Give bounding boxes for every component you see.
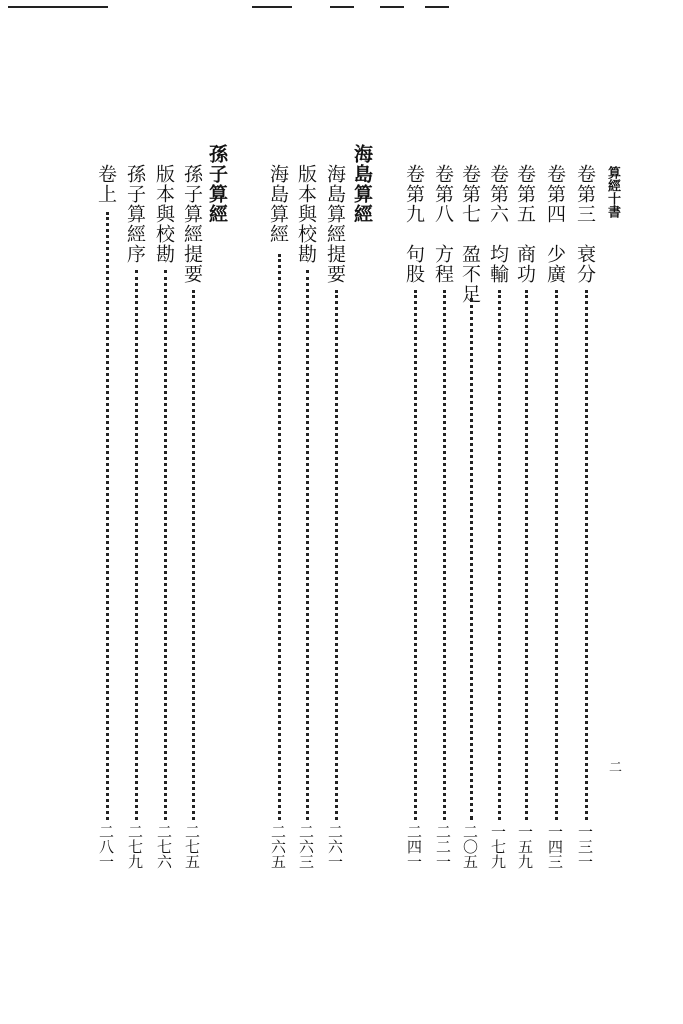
toc-entry-title: 版本與校勘: [295, 164, 317, 264]
section-heading: 海島算經: [351, 144, 373, 224]
toc-entry-page: 一四三: [546, 824, 564, 869]
leader-dots: [414, 290, 417, 820]
top-rule-center: [252, 6, 292, 8]
toc-entry-page: 二二一: [434, 824, 452, 869]
top-rule-center-3: [380, 6, 404, 8]
leader-dots: [306, 270, 309, 820]
leader-dots: [555, 290, 558, 820]
toc-entry-page: 一七九: [489, 824, 507, 869]
toc-entry-title: 卷第九 句股: [403, 164, 425, 284]
toc-entry-page: 二七六: [155, 824, 173, 869]
top-rule-center-4: [425, 6, 449, 8]
section-heading: 孫子算經: [206, 144, 228, 224]
leader-dots: [443, 290, 446, 820]
toc-entry-page: 二六五: [269, 824, 287, 869]
toc-entry-title: 孫子算經序: [124, 164, 146, 264]
toc-entry-title: 卷上: [95, 164, 117, 204]
toc-entry-page: 二六一: [326, 824, 344, 869]
leader-dots: [135, 270, 138, 820]
leader-dots: [470, 298, 473, 820]
leader-dots: [278, 254, 281, 820]
toc-entry-title: 卷第八 方程: [432, 164, 454, 284]
toc-entry-page: 一五九: [516, 824, 534, 869]
toc-entry-page: 二四一: [405, 824, 423, 869]
toc-entry-page: 一三一: [576, 824, 594, 869]
toc-entry-title: 卷第五 商功: [514, 164, 536, 284]
toc-entry-title: 海島算經: [267, 164, 289, 244]
toc-entry-title: 卷第三 衰分: [574, 164, 596, 284]
leader-dots: [585, 290, 588, 820]
top-rule-left: [8, 6, 108, 8]
toc-entry-page: 二七五: [183, 824, 201, 869]
running-header-page-number: 二: [606, 760, 621, 774]
toc-entry-title: 版本與校勘: [153, 164, 175, 264]
toc-entry-page: 二六三: [297, 824, 315, 869]
running-header-title: 算經十書: [605, 166, 620, 218]
toc-entry-title: 孫子算經提要: [181, 164, 203, 284]
toc-entry-title: 卷第四 少廣: [544, 164, 566, 284]
leader-dots: [192, 290, 195, 820]
leader-dots: [106, 212, 109, 820]
leader-dots: [164, 270, 167, 820]
toc-entry-title: 卷第七 盈不足: [459, 164, 481, 304]
toc-entry-title: 卷第六 均輸: [487, 164, 509, 284]
toc-entry-page: 二八一: [97, 824, 115, 869]
toc-entry-page: 二〇五: [461, 824, 479, 869]
toc-entry-page: 二七九: [126, 824, 144, 869]
leader-dots: [335, 290, 338, 820]
top-rule-center-2: [330, 6, 354, 8]
toc-entry-title: 海島算經提要: [324, 164, 346, 284]
leader-dots: [498, 290, 501, 820]
leader-dots: [525, 290, 528, 820]
